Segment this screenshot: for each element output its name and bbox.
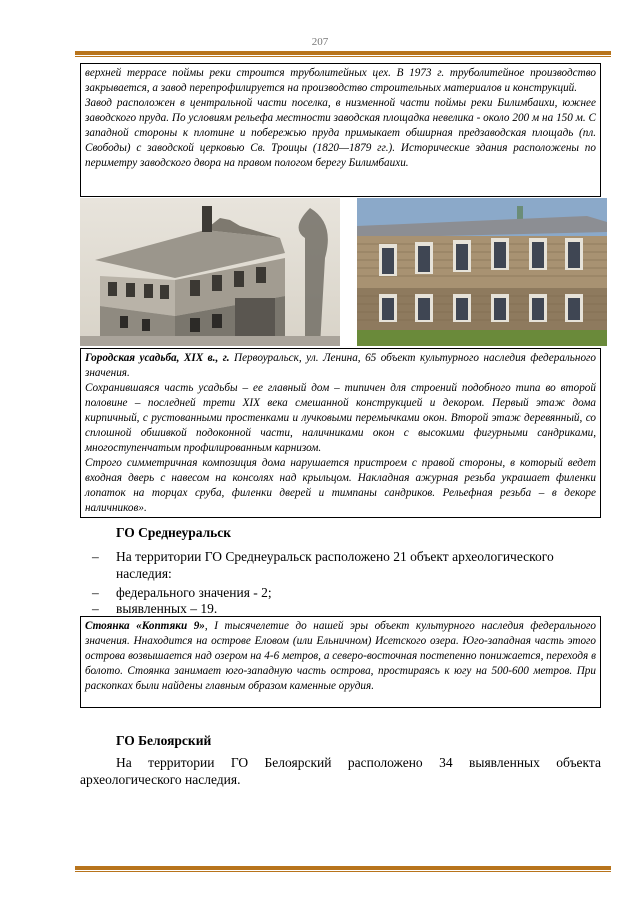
list-item: – выявленных – 19. [92, 601, 218, 616]
beloyarsky-paragraph: На территории ГО Белоярский расположено 34 выявленных объекта археологического наследия. [80, 755, 601, 787]
section-heading-sredneuralsk: ГО Среднеуральск [116, 525, 232, 540]
box2-paragraph-1: Сохранившаяся часть усадьбы – ее главный дом – типичен для строений подобного типа во второй половине – последней трети XIX века смешанной конструкцией и декором. Первый этаж дома кирпичный, с рустованными простенками и лучковыми перемычками окон. Второй этаж деревянный, со сплошной обшивкой подоконной части, наличниками окон с высокими фигурными сандриками, многоступенчатым профилированным карнизом. [85, 382, 596, 454]
section-heading-beloyarsky: ГО Белоярский [116, 733, 212, 748]
box1-paragraph-1: верхней террасе поймы реки строится труболитейных цех. В 1973 г. труболитейное производство закрывается, а завод перепрофилируется на производство строительных материалов и конструкций. [85, 67, 596, 94]
top-rule [75, 51, 611, 55]
box2-paragraph-title [85, 351, 596, 381]
list-item-text: выявленных – 19. [116, 601, 218, 616]
list-item: – федерального значения - 2; [92, 585, 272, 600]
box2-paragraph-2: Строго симметричная композиция дома нарушается пристроем с правой стороны, в который ведет входная дверь с навесом на консолях над крыльцом. Накладная ажурная резьба украшает филенки лопаток на торцах сруба, филенки дверей и тимпаны сандриков. Рельефная резьба – в декоре наличников». [85, 457, 596, 514]
list-item: – На территории ГО Среднеуральск расположено 21 объект археологического наследия: [92, 548, 607, 582]
box2-title: Городская усадьба, XIX в., г. [85, 352, 230, 364]
box3-title: Стоянка «Коптяки 9» [85, 620, 205, 632]
box2-title-rest: Первоуральск, ул. Ленина, 65 объект культурного наследия федерального значения. [85, 352, 596, 379]
box3-paragraph [85, 619, 596, 694]
page-number: 207 [311, 36, 329, 48]
box1-paragraph-2: Завод расположен в центральной части поселка, в низменной части поймы реки Билимбаихи, южнее заводского пруда. По условиям рельефа местности заводская площадка невелика - около 200 м на 150 м. С западной стороны к плотине и побережью пруда примыкает обширная предзаводская площадь (пл. Свободы) с заводской церковью Св. Троицы (1820—1879 гг.). Исторические здания расположены по периметру заводского двора на правом пологом берегу Билимбаихи. [85, 97, 596, 169]
text-box-koptyaki [80, 616, 601, 708]
photo-wooden-house [357, 198, 607, 346]
bottom-rule [75, 866, 611, 870]
list-item-text: федерального значения - 2; [116, 585, 272, 600]
box3-title-rest: , I тысячелетие до нашей эры объект культурного наследия федерального значения. Ннаходится на острове Еловом (или Ельничном) Исетского озера. Юго-западная часть этого острова возвышается над озером на 4-6 метров, а северо-восточная постепенно понижается, переходя в болото. Стоянка занимает юго-западную часть острова, простираясь к югу на 500-600 метров. При раскопках были найдены главным образом каменные орудия. [85, 620, 596, 692]
list-item-text: На территории ГО Среднеуральск расположено 21 объект археологического наследия: [116, 549, 554, 581]
text-box-factory [80, 63, 601, 197]
photo-old-manor [80, 198, 340, 346]
text-box-manor [80, 348, 601, 518]
